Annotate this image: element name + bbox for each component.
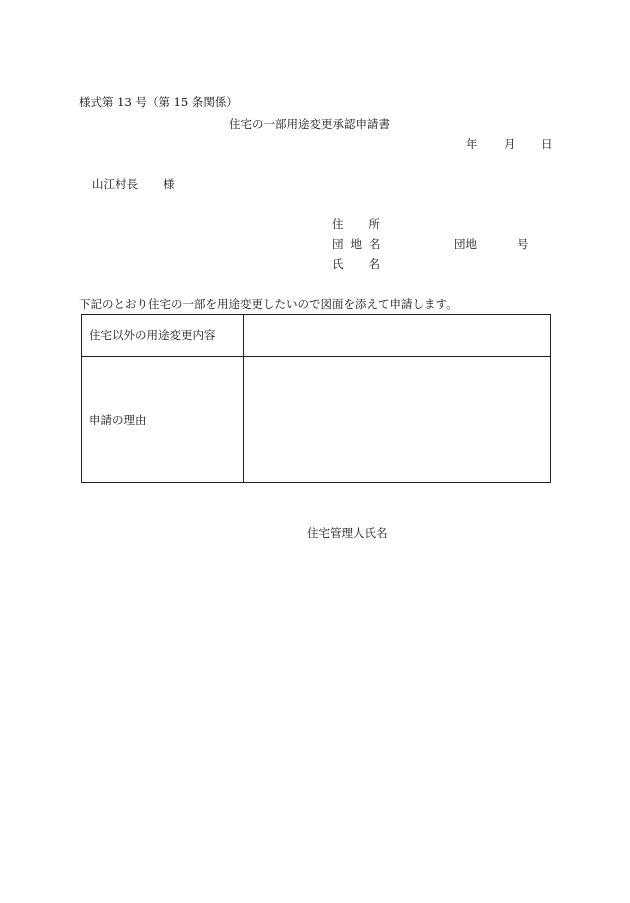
- date-year-label: 年: [466, 137, 478, 151]
- document-title: 住宅の一部用途変更承認申請書: [229, 117, 390, 131]
- application-table: [81, 314, 551, 483]
- reason-label: 申請の理由: [89, 413, 147, 427]
- address-label-char: 住: [332, 217, 344, 231]
- date-day-label: 日: [541, 137, 553, 151]
- usage-change-field[interactable]: [244, 315, 550, 356]
- estate-word: 団地: [454, 237, 477, 251]
- estate-label-char: 団: [332, 237, 344, 251]
- estate-label-char: 名: [369, 237, 381, 251]
- manager-name-label: 住宅管理人氏名: [307, 526, 388, 540]
- address-label-char: 所: [368, 217, 380, 231]
- date-month-label: 月: [504, 137, 516, 151]
- estate-label-char: 地: [350, 237, 362, 251]
- usage-change-label: 住宅以外の用途変更内容: [89, 328, 216, 342]
- applicant-name-label: [332, 259, 380, 271]
- addressee-name: 山江村長: [92, 177, 138, 191]
- estate-number-word: 号: [517, 237, 529, 251]
- intro-statement: 下記のとおり住宅の一部を用途変更したいので図面を添えて申請します。: [79, 297, 458, 311]
- applicant-address-label: [332, 219, 380, 231]
- name-label-char: 氏: [332, 257, 344, 271]
- form-number: 様式第 13 号（第 15 条関係）: [79, 95, 238, 109]
- reason-field[interactable]: [244, 357, 550, 482]
- addressee-honorific: 様: [163, 177, 175, 191]
- name-label-char: 名: [368, 257, 380, 271]
- applicant-estate-label: [332, 239, 381, 251]
